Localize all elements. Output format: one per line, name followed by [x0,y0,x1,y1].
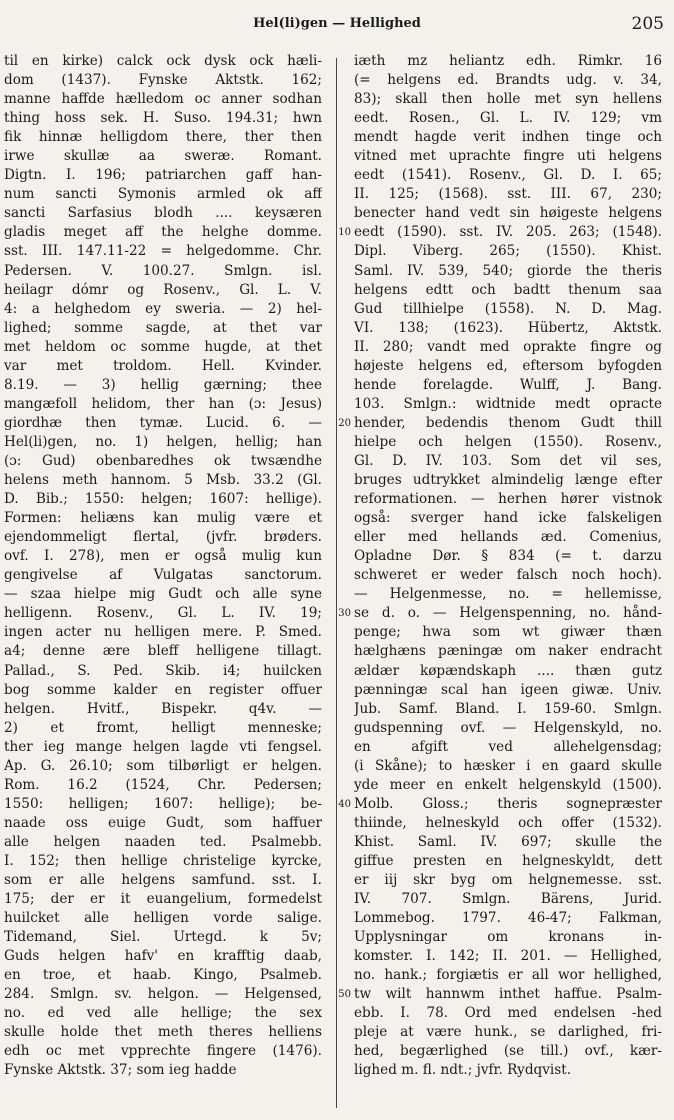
text-line: 175; der er it euangelium, formedelst [4,891,322,908]
text-line: mangæfoll helidom, ther han (ɔ: Jesus) [4,395,322,412]
text-line: alle helgen naaden ted. Psalmebb. [4,833,322,850]
text-line: lighed m. fl. ndt.; jvfr. Rydqvist. [354,1062,572,1079]
text-line: Pedersen. V. 100.27. Smlgn. isl. [4,262,322,279]
text-line: bruges udtrykket almindelig længe efter [354,472,662,489]
text-line: skulle holde thet meth theres helliens [4,1024,322,1041]
text-line: Formen: heliæns kan mulig være et [4,510,322,527]
text-line: penge; hwa som wt giwær thæn [354,624,662,641]
text-line: eedt (1541). Rosenv., Gl. D. I. 65; [354,167,662,184]
text-line: gengivelse af Vulgatas sanctorum. [4,567,322,584]
text-line: bog somme kalder en register offuer [4,681,322,698]
text-line: iæth mz heliantz edh. Rimkr. 16 [354,53,662,69]
text-line: Dipl. Viberg. 265; (1550). Khist. [354,243,662,260]
text-line: Lommebog. 1797. 46-47; Falkman, [354,910,662,927]
text-line: en afgift ved allehelgensdag; [354,738,662,755]
running-head: Hel(li)gen — Hellighed [253,16,421,31]
text-line: Khist. Saml. IV. 697; skulle the [354,833,662,850]
text-line: til en kirke) calck ock dysk ock hæli- [4,53,322,69]
text-line: mendt hagde verit indhen tinge och [354,129,662,146]
text-line: Saml. IV. 539, 540; giorde the theris [354,262,662,279]
page-number: 205 [631,14,664,34]
text-line: a4; denne ære bleff helligene tillagt. [4,643,322,660]
text-line: helligenn. Rosenv., Gl. L. IV. 19; [4,605,322,622]
text-line: ebb. I. 78. Ord med endelsen -hed [354,1005,662,1022]
text-line: no. ed ved alle hellige; the sex [4,1005,322,1022]
text-line: Gl. D. IV. 103. Som det vil ses, [354,452,662,469]
text-line: (= helgens ed. Brandts udg. v. 34, [354,72,662,89]
text-line: pænningæ scal han igeen giwæ. Univ. [354,681,662,698]
text-line: ældær køpændskaph .... thæn gutz [354,662,662,679]
text-line: giffue presten en helgneskyldt, dett [354,852,662,869]
left-column [4,52,322,1081]
text-line: hælghæns pæningæ om naker endracht [354,643,662,660]
text-line: thing hoss sek. H. Suso. 194.31; hwn [4,110,322,127]
text-line: II. 280; vandt med oprakte fingre og [354,338,662,355]
text-line: (i Skåne); to hæsker i en gaard skulle [354,757,662,774]
text-line: gudspenning ovf. — Helgenskyld, no. [354,719,662,736]
text-line: Upplysningar om kronans in- [354,929,662,946]
text-line: thiinde, helneskyld och offer (1532). [354,814,662,831]
text-line: er iij skr byg om helgnemesse. sst. [354,872,662,889]
text-line: en troe, et haab. Kingo, Psalmeb. [4,967,322,984]
text-line: Pallad., S. Ped. Skib. i4; huilcken [4,662,322,679]
text-line: højeste helgens ed, eftersom byfogden [354,357,662,374]
text-line: 1550: helligen; 1607: hellige); be- [4,795,322,812]
text-line: Rom. 16.2 (1524, Chr. Pedersen; [4,776,322,793]
text-line: eedt. Rosen., Gl. L. IV. 129; vm [354,110,662,127]
text-line: helgens edtt och badtt thenum saa [354,281,662,298]
text-line: ovf. I. 278), men er også mulig kun [4,548,322,565]
text-line: Gud tillhielpe (1558). N. D. Mag. [354,300,662,317]
line-number: 50 [338,989,351,1001]
text-line: hed, begærlighed (se till.) ovf., kær- [354,1043,662,1060]
text-line: huilcket alle helligen vorde salige. [4,910,322,927]
text-line: ejendommeligt flertal, (jvfr. brøders. [4,529,322,546]
right-column [354,52,662,1081]
text-line: Hel(li)gen, no. 1) helgen, hellig; han [4,433,322,450]
column-divider [336,58,337,1108]
text-line: som er alle helgens samfund. sst. I. [4,872,322,889]
text-line: II. 125; (1568). sst. III. 67, 230; [354,186,662,203]
text-line: yde meer en enkelt helgenskyld (1500). [354,776,662,793]
text-line: pleje at være hunk., se darlighed, fri- [354,1024,662,1041]
text-line: giordhæ then tymæ. Lucid. 6. — [4,414,322,431]
text-line: hielpe och helgen (1550). Rosenv., [354,433,662,450]
text-line: IV. 707. Smlgn. Bärens, Jurid. [354,891,662,908]
text-line: (ɔ: Gud) obenbaredhes ok twsændhe [4,452,322,469]
text-line: sancti Sarfasius blodh .... keysæren [4,205,322,222]
line-number: 30 [338,608,351,620]
text-line: vitned met uprachte fingre uti helgens [354,148,662,165]
text-line: num sancti Symonis armled ok aff [4,186,322,203]
text-line: benecter hand vedt sin høigeste helgens [354,205,662,222]
text-line: også: sverger hand icke falskeligen [354,510,662,527]
text-line: Molb. Gloss.; theris sognepræster [354,795,662,812]
text-line: Ap. G. 26.10; som tilbørligt er helgen. [4,757,322,774]
text-line: ingen acter nu helligen mere. P. Smed. [4,624,322,641]
text-line: komster. I. 142; II. 201. — Hellighed, [354,948,662,965]
text-line: ther ieg mange helgen lagde vti fengsel. [4,738,322,755]
text-line: hender, bedendis thenom Gudt thill [354,414,662,431]
text-line: fik hinnæ helligdom there, ther then [4,129,322,146]
text-line: schweret er weder falsch noch hoch). [354,567,662,584]
text-line: gladis meget aff the helghe domme. [4,224,322,241]
text-line: eedt (1590). sst. IV. 205. 263; (1548). [354,224,662,241]
text-line: reformationen. — herhen hører vistnok [354,491,662,508]
text-line: 4: a helghedom ey sweria. — 2) hel- [4,300,322,317]
text-line: met heldom oc somme hugde, at thet [4,338,322,355]
text-line: helens meth hannom. 5 Msb. 33.2 (Gl. [4,472,322,489]
text-line: — Helgenmesse, no. = hellemisse, [354,586,662,603]
text-line: Fynske Aktstk. 37; som ieg hadde [4,1062,237,1079]
text-line: eller med hellands æd. Comenius, [354,529,662,546]
text-line: Tidemand, Siel. Urtegd. k 5v; [4,929,322,946]
text-line: tw wilt hannwm inthet haffue. Psalm- [354,986,662,1003]
text-line: 8.19. — 3) hellig gærning; thee [4,376,322,393]
text-line: sst. III. 147.11-22 = helgedomme. Chr. [4,243,322,260]
text-line: dom (1437). Fynske Aktstk. 162; [4,72,322,89]
text-line: heilagr dómr og Rosenv., Gl. L. V. [4,281,322,298]
text-line: se d. o. — Helgenspenning, no. hånd- [354,605,662,622]
text-line: — szaa hielpe mig Gudt och alle syne [4,586,322,603]
text-line: manne haffde hælledom oc anner sodhan [4,91,322,108]
line-number: 40 [338,798,351,810]
text-line: edh oc met vpprechte fingere (1476). [4,1043,322,1060]
text-line: Digtn. I. 196; patriarchen gaff han- [4,167,322,184]
text-line: naade oss euige Gudt, som haffuer [4,814,322,831]
text-line: irwe skullæ aa sweræ. Romant. [4,148,322,165]
text-line: 83); skall then holle met syn hellens [354,91,662,108]
text-line: helgen. Hvitf., Bispekr. q4v. — [4,700,322,717]
text-line: 2) et fromt, helligt menneske; [4,719,322,736]
text-line: Opladne Dør. § 834 (= t. darzu [354,548,662,565]
line-number: 10 [338,227,351,239]
text-line: Guds helgen hafv' en krafftig daab, [4,948,322,965]
text-line: no. hank.; forgiætis er all wor hellighed, [354,967,662,984]
text-line: Jub. Samf. Bland. I. 159-60. Smlgn. [354,700,662,717]
text-line: I. 152; then hellige christelige kyrcke, [4,852,322,869]
text-line: D. Bib.; 1550: helgen; 1607: hellige). [4,491,322,508]
text-line: var met troldom. Hell. Kvinder. [4,357,322,374]
text-line: lighed; somme sagde, at thet var [4,319,322,336]
text-line: 284. Smlgn. sv. helgon. — Helgensed, [4,986,322,1003]
page-header [0,14,674,40]
text-line: hende forelagde. Wulff, J. Bang. [354,376,662,393]
line-number: 20 [338,417,351,429]
text-line: VI. 138; (1623). Hübertz, Aktstk. [354,319,662,336]
text-line: 103. Smlgn.: widtnide medt opracte [354,395,662,412]
